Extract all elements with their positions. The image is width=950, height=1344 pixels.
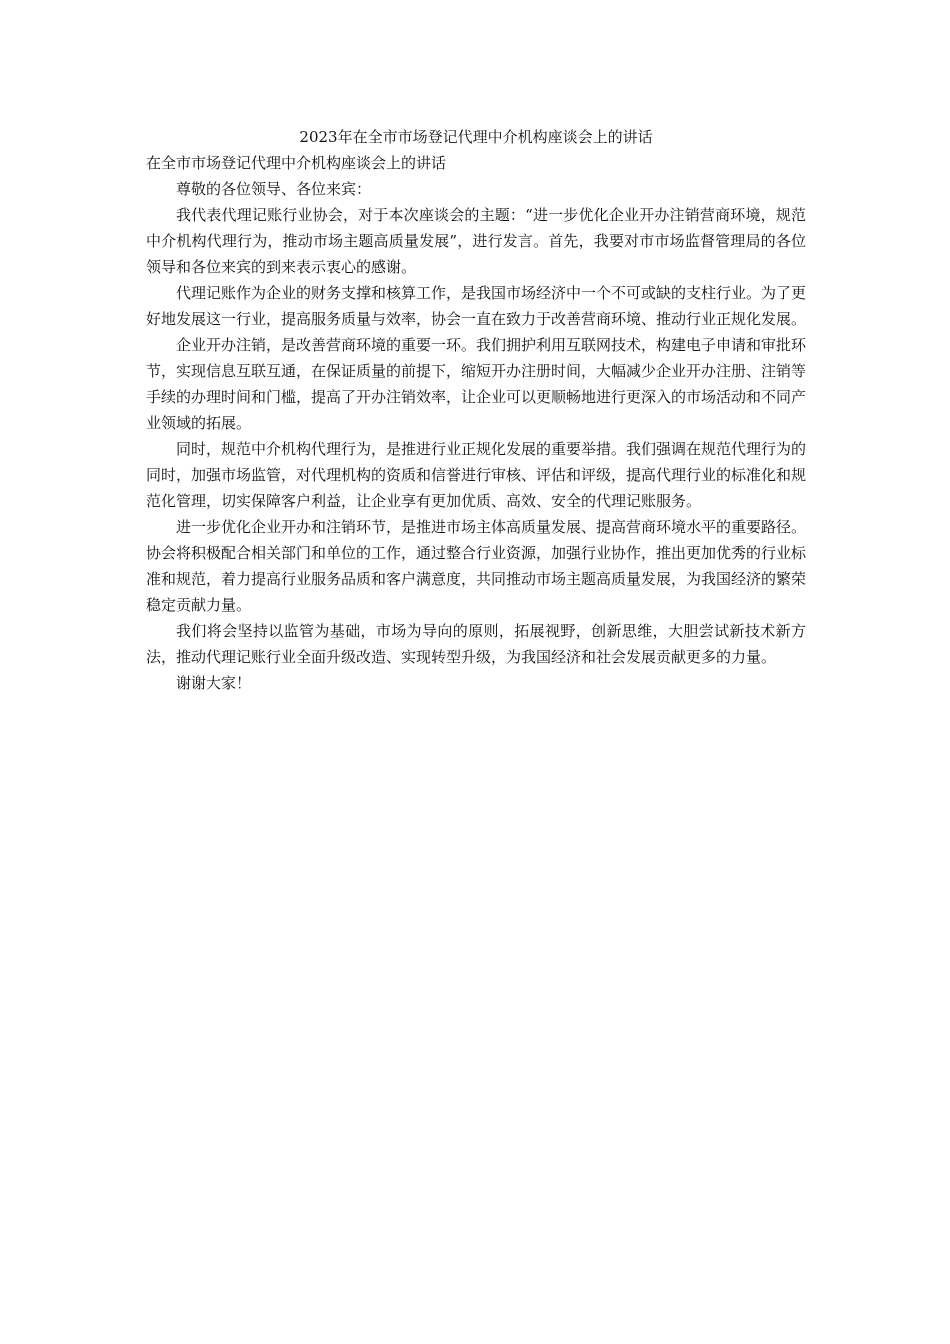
closing-paragraph: 谢谢大家！ (176, 674, 252, 692)
body-paragraph: 我们将会坚持以监管为基础，市场为导向的原则，拓展视野，创新思维，大胆尝试新技术新方法，推动代理记账行业全面升级改造、实现转型升级，为我国经济和社会发展贡献更多的力量。 (146, 622, 806, 666)
body-paragraph: 企业开办注销，是改善营商环境的重要一环。我们拥护利用互联网技术，构建电子申请和审批环节，实现信息互联互通，在保证质量的前提下，缩短开办注册时间，大幅减少企业开办注册、注销等手续的办理时间和门槛，提高了开办注销效率，让企业可以更顺畅地进行更深入的市场活动和不同产业领域的拓展。 (146, 336, 807, 432)
document-title: 2023年在全市市场登记代理中介机构座谈会上的讲话 (299, 128, 653, 146)
greeting-paragraph: 尊敬的各位领导、各位来宾： (176, 180, 372, 198)
document-page (146, 124, 806, 696)
body-paragraph: 进一步优化企业开办和注销环节，是推进市场主体高质量发展、提高营商环境水平的重要路径。协会将积极配合相关部门和单位的工作，通过整合行业资源，加强行业协作，推出更加优秀的行业标准和规范，着力提高行业服务品质和客户满意度，共同推动市场主题高质量发展，为我国经济的繁荣稳定贡献力量。 (146, 518, 807, 614)
body-paragraph: 同时，规范中介机构代理行为，是推进行业正规化发展的重要举措。我们强调在规范代理行为的同时，加强市场监管，对代理机构的资质和信誉进行审核、评估和评级，提高代理行业的标准化和规范化管理，切实保障客户利益，让企业享有更加优质、高效、安全的代理记账服务。 (146, 440, 807, 510)
document-subtitle: 在全市市场登记代理中介机构座谈会上的讲话 (146, 154, 447, 172)
body-paragraph: 我代表代理记账行业协会，对于本次座谈会的主题：“进一步优化企业开办注销营商环境，规范中介机构代理行为，推动市场主题高质量发展”，进行发言。首先，我要对市市场监督管理局的各位领导和各位来宾的到来表示衷心的感谢。 (146, 206, 806, 276)
body-paragraph: 代理记账作为企业的财务支撑和核算工作，是我国市场经济中一个不可或缺的支柱行业。为了更好地发展这一行业，提高服务质量与效率，协会一直在致力于改善营商环境、推动行业正规化发展。 (146, 284, 807, 328)
